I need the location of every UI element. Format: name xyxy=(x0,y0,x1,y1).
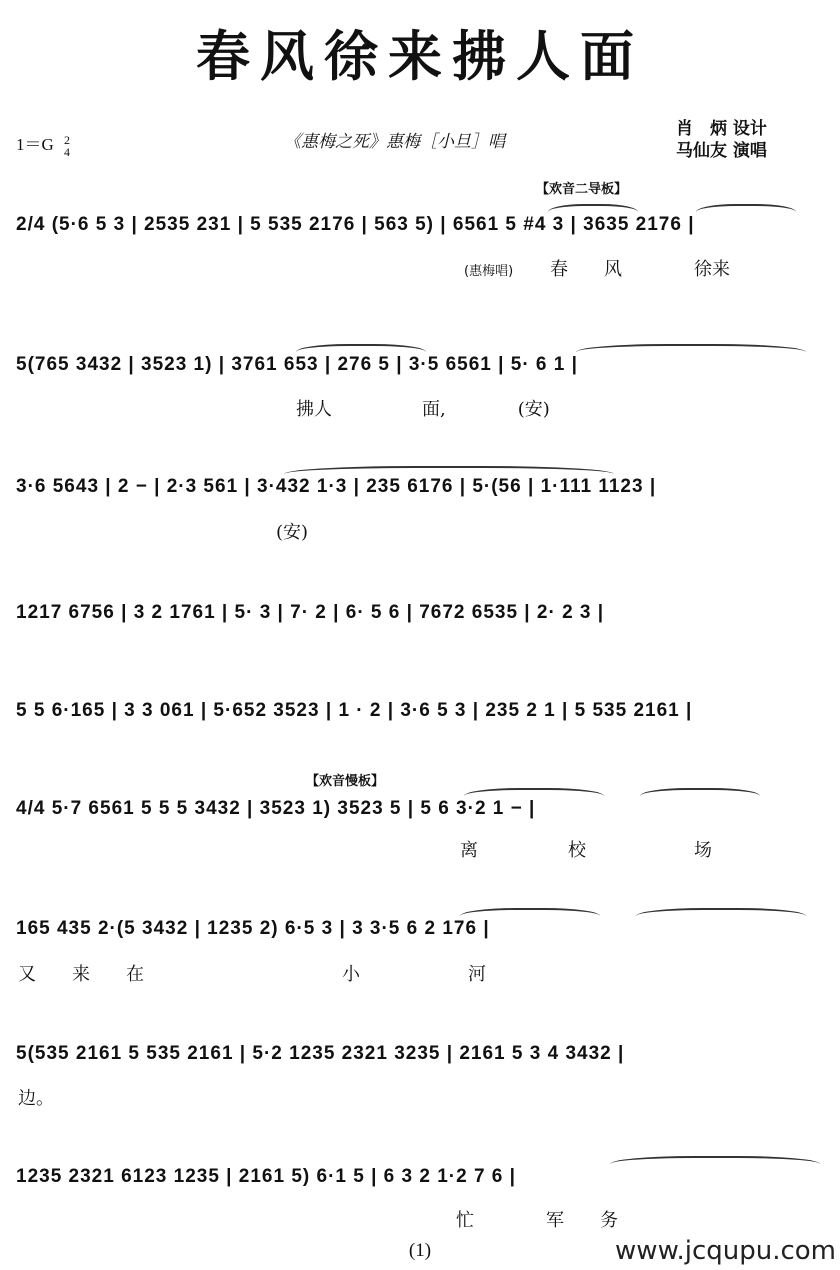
time-sig-bottom: 4 xyxy=(64,145,71,160)
notation-row-3: 3·6 5643 | 2 − | 2·3 561 | 3·432 1·3 | 235 6176 | 5·(56 | 1·111 1123 | xyxy=(16,476,657,497)
notation-row-9: 1235 2321 6123 1235 | 2161 5) 6·1 5 | 6 3 2 1·2 7 6 | xyxy=(16,1166,516,1187)
lyric-singer: (惠梅唱) xyxy=(464,264,514,279)
time-signature xyxy=(64,134,70,158)
page-number: (1) xyxy=(408,1240,432,1261)
lyric-line-2: 拂人 面, (安) xyxy=(296,399,550,420)
slur-mark xyxy=(548,204,638,212)
source-line: 《惠梅之死》惠梅［小旦］唱 xyxy=(284,132,505,152)
credits xyxy=(676,118,767,162)
notation-row-4: 1217 6756 | 3 2 1761 | 5· 3 | 7· 2 | 6· 5 6 | 7672 6535 | 2· 2 3 | xyxy=(16,602,605,623)
slur-mark xyxy=(610,1156,820,1164)
lyric-line-6: 边。 xyxy=(18,1088,54,1109)
lyric-line-4: 离 校 场 xyxy=(460,840,712,861)
slur-mark xyxy=(640,788,760,796)
slur-mark xyxy=(636,908,806,916)
slur-mark xyxy=(284,466,614,474)
lyric-line-7: 忙 军 务 xyxy=(456,1210,618,1231)
slur-mark xyxy=(464,788,604,796)
slur-mark xyxy=(460,908,600,916)
notation-row-7: 165 435 2·(5 3432 | 1235 2) 6·5 3 | 3 3·5 6 2 176 | xyxy=(16,918,490,939)
slur-mark xyxy=(576,344,806,352)
watermark: www.jcqupu.com xyxy=(615,1236,836,1266)
notation-row-5: 5 5 6·165 | 3 3 061 | 5·652 3523 | 1 · 2 | 3·6 5 3 | 235 2 1 | 5 535 2161 | xyxy=(16,700,693,721)
lyric-line-3: (安) xyxy=(276,522,309,543)
key-label: 1＝G xyxy=(16,135,54,154)
tag-daoban: 【欢音二导板】 xyxy=(536,182,628,197)
notation-row-8: 5(535 2161 5 535 2161 | 5·2 1235 2321 3235 | 2161 5 3 4 3432 | xyxy=(16,1043,625,1064)
notation-row-6: 4/4 5·7 6561 5 5 5 3432 | 3523 1) 3523 5 | 5 6 3·2 1 − | xyxy=(16,798,536,819)
credit-singer: 马仙友 演唱 xyxy=(676,141,767,161)
slur-mark xyxy=(696,204,796,212)
tag-manban: 【欢音慢板】 xyxy=(306,774,385,789)
credit-design: 肖 炳 设计 xyxy=(676,119,767,139)
notation-row-1: 2/4 (5·6 5 3 | 2535 231 | 5 535 2176 | 563 5) | 6561 5 #4 3 | 3635 2176 | xyxy=(16,214,695,235)
slur-mark xyxy=(296,344,426,352)
lyric-line-5: 又 来 在 小 河 xyxy=(18,964,486,985)
notation-row-2: 5(765 3432 | 3523 1) | 3761 653 | 276 5 | 3·5 6561 | 5· 6 1 | xyxy=(16,354,578,375)
lyric-line-1: 春 风 徐来 xyxy=(550,259,730,280)
key-signature xyxy=(16,130,70,158)
page-title: 春风徐来拂人面 xyxy=(196,24,644,88)
time-sig-top: 2 xyxy=(64,133,71,148)
